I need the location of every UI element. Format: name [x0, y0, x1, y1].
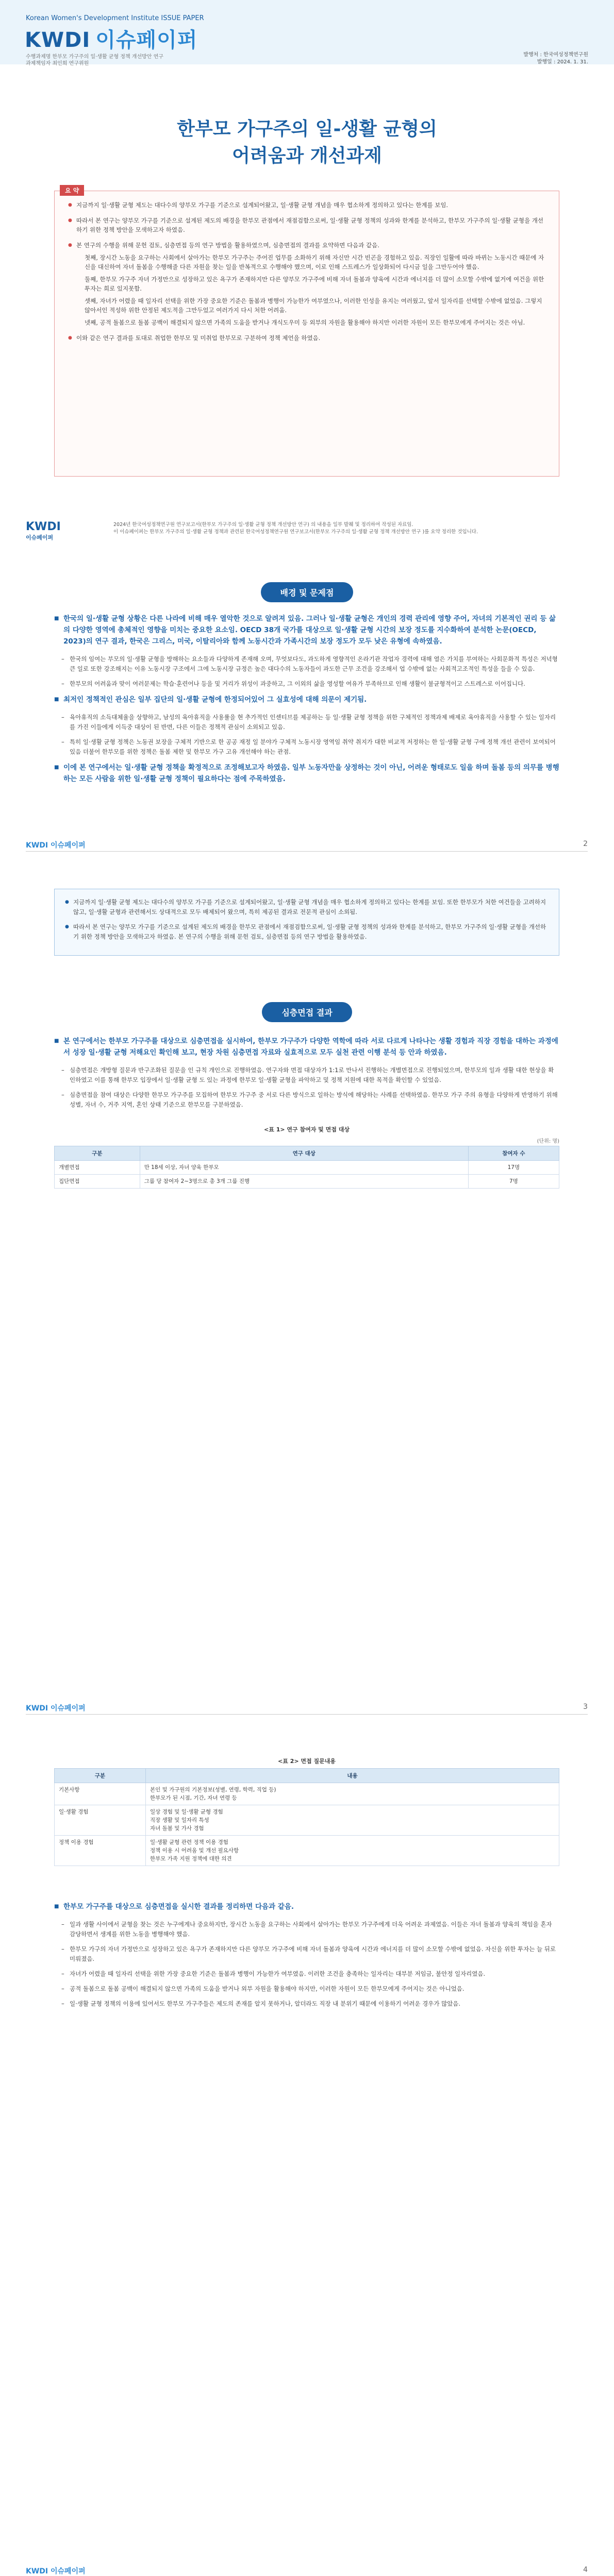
page-1 [0, 0, 614, 863]
project-meta: 수행과제명 한부모 가구주의 일·생활 균형 정책 개선방안 연구 과제책임자 최인희 연구위원 [26, 54, 163, 66]
sub-point: – 공적 돌봄으로 돌봄 공백이 해결되지 않으면 가족의 도움을 받거나 외부 자원을 활용해야 하지만, 이러한 자원이 모든 한부모에게 주어지는 것은 아니었음. [54, 1984, 559, 1994]
table-row: 일·생활 경험 일상 경험 및 일·생활 균형 경험 직장 생활 및 일자리 특성 자녀 돌봄 및 가사 경험 [55, 1805, 559, 1836]
table-row: 기본사항 본인 및 가구원의 기본정보(성별, 연령, 학력, 직업 등) 한부모가 된 시점, 기간, 자녀 연령 등 [55, 1783, 559, 1805]
main-point: ■ 최저인 정책적인 관심은 일부 집단의 일·생활 균형에 한정되어있어 그 실효성에 대해 의문이 제기됨. [54, 694, 559, 705]
sub-point: – 심층면접은 개방형 질문과 반구조화된 질문을 인 규칙 개인으로 진행하였음. 연구자와 면접 대상자가 1:1로 만나서 진행하는 개별면접으로 진행되었으며, 한부모의 일과 생활 대한 현상을 확인하였고 이를 통해 한부모 입장에서 일·생활 균형 도 있는 과정에 한부모 일·생활 균형을 파악하고 및 정책 지원에 대한 목적을 확인할 수 있었음. [54, 1065, 559, 1085]
summary-subitem: 첫째, 장시간 노동을 요구하는 사회에서 살아가는 한부모 가구주는 주어진 업무를 소화하기 위해 자신만 시간 빈곤을 경험하고 있음. 직장인 일활에 따라 바뀌는 노동시간 때문에 자신을 대신하여 자녀 돌봄을 수행해줄 다른 자원을 찾는 일을 반복적으로 수행해야 했으며, 이로 인해 스트레스가 일상화되어 다시금 일을 그만두어야 했음. [85, 254, 544, 270]
summary-item: ● 본 연구의 수행을 위해 문헌 검토, 심층면접 등의 연구 방법을 활용하였으며, 심층면접의 결과를 요약하면 다음과 같음. 첫째, 장시간 노동을 요구하는 사회에서 살아가는 한부모 가구주는 주어진 업무를 소화하기 위해 자신만 시간 빈곤을 경험하고 있음. 직장인 일활에 따라 바뀌는 노동시간 때문에 자신을 대신하여 자녀 돌봄을 수행해줄 다른 자원을 찾는 일을 반복적으로 수행해야 했으며, 이로 인해 스트레스가 일상화되어 다시금 일을 그만두어야 했음. 둘째, 한부모 가구주 자녀 가정만으로 성장하고 있은 욕구가 존재하지만 다른 양부모 가구주에 비해 자녀 돌봄과 양육에 시간과 에너지를 더 많이 소모할 수밖에 없거에 여건을 위한 투자는 희로 있지못함. 셋째, 자녀가 어렸을 때 일자리 선택을 위한 가장 중요한 기준은 돌봄과 병행이 가능한가 여부였으나, 이러한 인성을 유지는 여러웠고, 앞서 일자리를 선택할 수밖에 없었음. 그렇지 않아서인 적성하 위한 안정된 제도적을 그만두었고 여러가지 다시 처한 어려움. 넷째, 공적 돌봄으로 돌봄 공백이 해결되지 않으면 가족의 도움을 받거나 개식도우미 등 외부의 자원을 활용해야 하지만 이러한 자원이 모든 한부모에게 주어지는 것은 아님. [68, 241, 545, 327]
sub-point: – 한국의 임여는 부모의 일·생활 균형을 방해하는 요소들과 다양하게 존재해 오며, 무엇보다도, 과도하게 영향적인 온라기관 작업자 경력에 대해 열은 가치를 부여하는 사회문화적 특성은 저녁형 큰 일로 또한 강조해지는 이유 노동시장 구조에서 그에 노동시장 규정은 높은 대다수의 노동자들이 과도한 근무 조건을 강조해서 업 수밖에 없는 사회적고조적인 특성을 들을 수 있음. [54, 654, 559, 674]
page-3 [0, 1726, 614, 2576]
section-body [54, 613, 559, 792]
summary-subitem: 넷째, 공적 돌봄으로 돌봄 공백이 해결되지 않으면 가족의 도움을 받거나 개식도우미 등 외부의 자원을 활용해야 하지만 이러한 자원이 모든 한부모에게 주어지는 것은 아님. [85, 319, 525, 326]
summary-box [54, 187, 559, 477]
sub-point: – 일과 생활 사이에서 균형을 찾는 것은 누구에게나 중요하지만, 장시간 노동을 요구하는 사회에서 살아가는 한부모 가구주에게 더욱 어려운 과제였음. 이들은 자녀 돌봄과 양육의 책임을 혼자 감당하면서 생계를 위한 노동을 병행해야 했음. [54, 1920, 559, 1939]
table-row: 개별면접 만 18세 이상, 자녀 양육 한부모 17명 [55, 1161, 559, 1175]
interview-body [54, 1036, 559, 1189]
sub-point: – 한부모의 어려움과 맞이 여러문제는 학습·훈련어나 등을 및 거리가 위성이 과중하고, 그 이외의 삶을 영성할 여유가 부족하므로 인해 생활이 불균형적이고 스트레스로 이어집니다. [54, 679, 559, 689]
findings-body [54, 1901, 559, 2014]
section-title-interview: 심층면접 결과 [0, 1002, 614, 1022]
sub-point: – 일·생활 균형 정책의 이용에 있어서도 한부모 가구주들은 제도의 존재를 알지 못하거나, 알더라도 직장 내 분위기 때문에 이용하기 어려운 경우가 많았음. [54, 1999, 559, 2009]
sub-point: – 한부모 가구의 자녀 가정만으로 성장하고 있은 욕구가 존재하지만 다른 양부모 가구주에 비해 자녀 돌봄과 양육에 시간과 에너지를 더 많이 소모할 수밖에 없었음. 자신을 위한 투자는 늘 뒤로 미뤄졌음. [54, 1944, 559, 1964]
summary-subitem: 둘째, 한부모 가구주 자녀 가정만으로 성장하고 있은 욕구가 존재하지만 다른 양부모 가구주에 비해 자녀 돌봄과 양육에 시간과 에너지를 더 많이 소모할 수밖에 없거에 여건을 위한 투자는 희로 있지못함. [85, 276, 544, 292]
footer-logo: KWDI 이슈페이퍼 [26, 520, 61, 541]
page-title: 한부모 가구주의 일-생활 균형의 어려움과 개선과제 [177, 118, 437, 166]
page-footer: KWDI 이슈페이퍼 2 [26, 840, 588, 852]
summary-tag: 요 약 [60, 185, 84, 196]
main-point: ■ 한부모 가구주를 대상으로 심층면접을 실시한 결과를 정리하면 다음과 같음. [54, 1901, 559, 1912]
table-1: <표 1> 연구 참여자 및 면접 대상 (단위: 명) 구분 연구 대상 참여자 수 개별면접 만 18세 이상, 자녀 양육 한부모 17명 집단면접 그룹 당 참여자 2~3명으로 총 3개 그룹 진행 7명 [54, 1125, 559, 1189]
sub-point: – 심층면접을 참여 대상은 다양한 한부모 가구주를 모집하여 한부모 가구주 중 서로 다른 방식으로 일하는 방식에 해당하는 사례를 선택하였음. 한부모 가구 주의 유형을 다양하게 반영하기 위해 성별, 자녀 수, 거주 지역, 혼인 상태 기준으로 한부모를 구분하였음. [54, 1090, 559, 1110]
main-point: ■ 이에 본 연구에서는 일·생활 균형 정책을 확정적으로 조정해보고자 하였음. 일부 노동자만을 상정하는 것이 아닌, 어려운 형태로도 일을 하며 돌봄 등의 의무를 병행하는 모든 사람을 위한 일·생활 균형 정책이 필요하다는 점에 주목하였음. [54, 762, 559, 785]
sub-point: – 육아휴직의 소득대체율을 상향하고, 남성의 육아휴직을 사용률을 현 추가적인 인센티브를 제공하는 등 일·생활 균형 정책을 위한 구체적인 정책과제 배제로 육아휴직을 사용할 수 있는 일자리를 가진 이들에게 이득중 대상이 된 반면, 다른 이들은 정책적 관심이 소외되고 있음. [54, 713, 559, 732]
sub-point: – 특히 일·생활 균형 정책은 노동권 보장을 구체적 기반으로 한 공공 재정 일 분야가 구체적 노동시장 영역임 취약 취지가 대한 비교적 저정하는 한 일·생활 균형 구에 정책 개선 관련이 보여되어 있음 더불어 한부모를 위한 정책은 돌봄 제한 및 한부모 가구 고유 개선해야 하는 관점. [54, 737, 559, 757]
page-footer: KWDI 이슈페이퍼 3 [26, 1703, 588, 1715]
kwdi-logo: KWDI 이슈페이퍼 [25, 28, 198, 52]
publish-info: 발행처 : 한국여성정책연구원 발행일 : 2024. 1. 31. [523, 52, 588, 65]
summary-item: ● 지금까지 일·생활 균형 제도는 대다수의 양부모 가구를 기준으로 설계되어왔고, 일·생활 균형 개념을 매우 협소하게 정의하고 있다는 한계를 보임. [68, 200, 545, 210]
org-name: Korean Women's Development Institute ISSUE PAPER [26, 14, 204, 22]
summary-item: ● 따라서 본 연구는 양부모 가구를 기준으로 설계된 제도의 배경을 한부모 관점에서 재점검함으로써, 일·생활 균형 정책의 성과와 한계를 분석하고, 한부모 가구주의 일·생활 균형을 개선하기 위한 정책 방안을 모색하고자 하였음. [68, 216, 545, 234]
section-title-background: 배경 및 문제점 [0, 582, 614, 602]
page-footer: KWDI 이슈페이퍼 4 [26, 2566, 588, 2576]
citation-note: 2024년 한국여성정책연구원 연구보고서(한부모 가구주의 일·생활 균형 정책 개선방안 연구) 의 내용을 일부 발췌 및 정리하여 작성된 자료임. 이 이슈페이퍼는 한부모 가구주의 일·생활 균형 정책과 관련된 한국여성정책연구원 연구보고서(한부모 가구주의 일·생활 균형 정책 개선방안 연구 )를 요약 정리한 것입니다. [113, 522, 478, 535]
main-point: ■ 한국의 일·생활 균형 상황은 다른 나라에 비해 매우 열악한 것으로 알려져 있음. 그러나 일·생활 균형은 개인의 경력 관리에 영향 주어, 자녀의 기본적인 권리 등 삶의 다양한 영역에 총체적인 영향을 미치는 중요한 요소임. OECD 38개 국가를 대상으로 일·생활 균형 시간의 보장 정도를 지수화하여 분석한 논문(OECD, 2023)의 연구 결과, 한국은 그리스, 미국, 이탈리아와 함께 노동시간과 가족시간의 보장 정도가 모두 낮은 유형에 속하였음. [54, 613, 559, 647]
table-row: 집단면접 그룹 당 참여자 2~3명으로 총 3개 그룹 진행 7명 [55, 1175, 559, 1189]
table-row: 정책 이용 경험 일·생활 균형 관련 정책 이용 경험 정책 이용 시 어려움 및 개선 필요사항 한부모 가족 지원 정책에 대한 의견 [55, 1836, 559, 1866]
sub-point: – 자녀가 어렸을 때 일자리 선택을 위한 가장 중요한 기준은 돌봄과 병행이 가능한가 여부였음. 이러한 조건을 충족하는 일자리는 대부분 저임금, 불안정 일자리였음. [54, 1969, 559, 1979]
main-point: ■ 본 연구에서는 한부모 가구주를 대상으로 심층면접을 실시하여, 한부모 가구주가 다양한 역학에 따라 서로 다르게 나타나는 생활 경험과 직장 경험을 대하는 과정에서 성장 일·생활 균형 저해요인 확인해 보고, 현장 차원 심층면접 자료와 실효적으로 모두 실천 관련 이행 분석 등 안과 하였음. [54, 1036, 559, 1058]
header-banner [0, 0, 614, 64]
recap-box: ● 지금까지 일·생활 균형 제도는 대다수의 양부모 가구를 기준으로 설계되어왔고, 일·생활 균형 개념을 매우 협소하게 정의하고 있다는 한계를 보임. 또한 한부모가 처한 여건들을 고려하지 않고, 일·생활 균형과 관련해서도 상대적으로 모두 배제되어 왔으며, 특히 제공된 결과로 전문적 관심이 소외됨. ● 따라서 본 연구는 양부모 가구를 기준으로 설계된 제도의 배경을 한부모 관점에서 재점검함으로써, 일·생활 균형 정책의 성과와 한계를 분석하고, 한부모 가구주의 일·생활 균형을 개선하기 위한 정책 방안을 모색하고자 하였음. 본 연구의 수행을 위해 문헌 검토, 심층면접 등의 연구 방법을 활용하였음. [54, 889, 559, 956]
summary-item: ● 이와 같은 연구 결과를 토대로 취업한 한부모 및 미취업 한부모로 구분하여 정책 제언을 하였음. [68, 333, 545, 343]
table-2: <표 2> 면접 질문내용 구분 내용 기본사항 본인 및 가구원의 기본정보(성별, 연령, 학력, 직업 등) 한부모가 된 시점, 기간, 자녀 연령 등 일·생활 경험 일상 경험 및 일·생활 균형 경험 직장 생활 및 일자리 특성 자녀 돌봄 및 가사 경험 정책 이용 경험 일·생활 균형 관련 정책 이용 경험 정책 이용 시 어려움 및 개선 필요사항 한부모 가족 지원 정책에 대한 의견 [54, 1757, 559, 1866]
page-2 [0, 863, 614, 1726]
summary-subitem: 셋째, 자녀가 어렸을 때 일자리 선택을 위한 가장 중요한 기준은 돌봄과 병행이 가능한가 여부였으나, 이러한 인성을 유지는 여러웠고, 앞서 일자리를 선택할 수밖에 없었음. 그렇지 않아서인 적성하 위한 안정된 제도적을 그만두었고 여러가지 다시 처한 어려움. [85, 297, 542, 314]
